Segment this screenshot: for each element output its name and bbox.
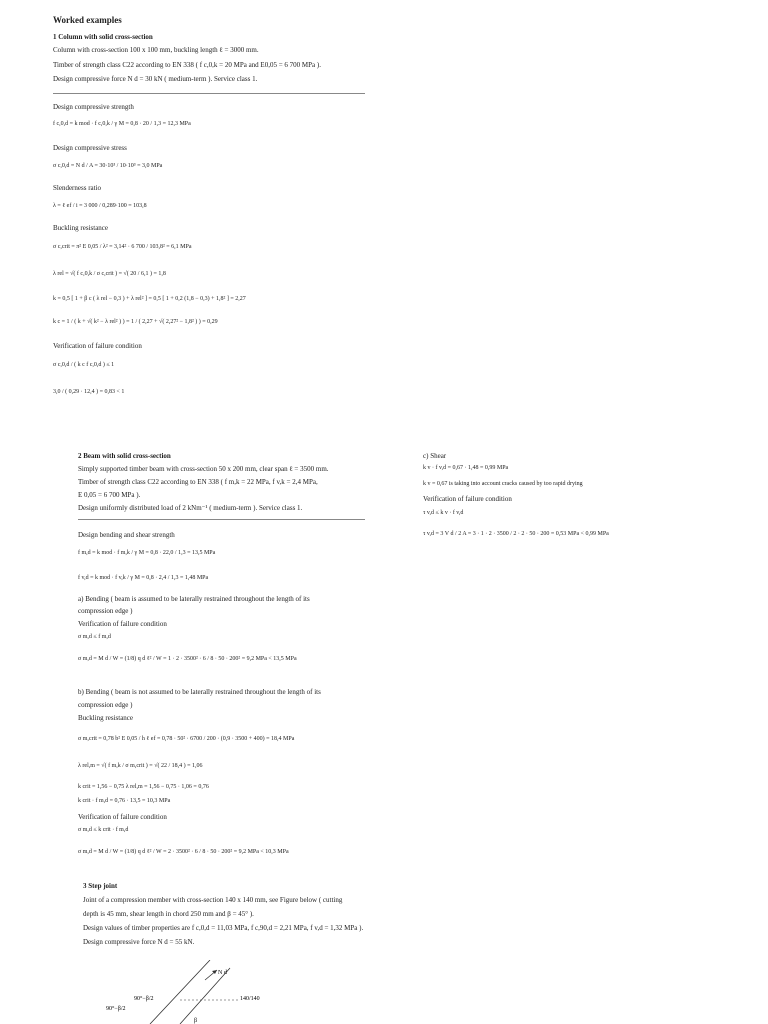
section-2-heading: 2 Beam with solid cross-section xyxy=(78,452,171,460)
s2-eq-bending-strength: f m,d = k mod · f m,k / γ M = 0,8 · 22,0 / 1,3 = 13,5 MPa xyxy=(78,550,216,556)
label-nd: N d xyxy=(218,970,227,976)
section-2-line-4: Design uniformly distributed load of 2 kNm⁻¹ ( medium-term ). Service class 1. xyxy=(78,504,303,512)
s1-eq-check: 3,0 / ( 0,29 · 12,4 ) = 0,83 < 1 xyxy=(53,389,125,395)
s1-stress-label: Design compressive stress xyxy=(53,144,127,152)
s2-eq-condition-b: σ m,d ≤ k crit · f m,d xyxy=(78,827,129,833)
section-1-heading: 1 Column with solid cross-section xyxy=(53,33,153,41)
section-3-line-2: depth is 45 mm, shear length in chord 250 mm and β = 45° ). xyxy=(83,910,254,918)
section-2-line-2: Timber of strength class C22 according to EN 338 ( f m,k = 22 MPa, f v,k = 2,4 MPa, xyxy=(78,478,318,486)
s1-eq-kc: k c = 1 / ( k + √( k² − λ rel² ) ) = 1 / ( 2,27 + √( 2,27² − 1,8² ) ) = 0,29 xyxy=(53,319,218,325)
member-edge-left xyxy=(150,960,210,1024)
s1-strength-label: Design compressive strength xyxy=(53,103,134,111)
label-size: 140/140 xyxy=(240,996,260,1002)
section-2-line-1: Simply supported timber beam with cross-section 50 x 200 mm, clear span ℓ = 3500 mm. xyxy=(78,465,329,473)
s2-eq-check-b: σ m,d = M d / W = (1/8) q d ℓ² / W = 2 · 3500² · 6 / 8 · 50 · 200² = 9,2 MPa < 10,3 MPa xyxy=(78,849,289,855)
s2-eq-check-a: σ m,d = M d / W = (1/8) q d ℓ² / W = 1 · 2 · 3500² · 6 / 8 · 50 · 200² = 9,2 MPa < 13,5 MPa xyxy=(78,656,297,662)
section-3-line-4: Design compressive force N d = 55 kN. xyxy=(83,938,195,946)
s2-eq-kcrit-fmd: k crit · f m,d = 0,76 · 13,5 = 10,3 MPa xyxy=(78,798,171,804)
shear-eq-check: τ v,d = 3 V d / 2 A = 3 · 1 · 2 · 3500 / 2 · 2 · 50 · 200 = 0,53 MPa < 0,99 MPa xyxy=(423,531,609,537)
shear-eq-kv-fvd: k v · f v,d = 0,67 · 1,48 = 0,99 MPa xyxy=(423,465,509,471)
s2-eq-kcrit: k crit = 1,56 − 0,75 λ rel,m = 1,56 − 0,75 · 1,06 = 0,76 xyxy=(78,784,209,790)
s2-eq-shear-strength: f v,d = k mod · f v,k / γ M = 0,8 · 2,4 / 1,3 = 1,48 MPa xyxy=(78,575,209,581)
section-1-line-1: Column with cross-section 100 x 100 mm, buckling length ℓ = 3000 mm. xyxy=(53,46,259,54)
section-1-line-2: Timber of strength class C22 according to EN 338 ( f c,0,k = 20 MPa and E0,05 = 6 700 MPa ). xyxy=(53,61,321,69)
s2-case-a-text-2: compression edge ) xyxy=(78,607,133,615)
section-1-line-3: Design compressive force N d = 30 kN ( medium-term ). Service class 1. xyxy=(53,75,258,83)
s1-buckling-label: Buckling resistance xyxy=(53,224,109,232)
shear-heading: c) Shear xyxy=(423,452,447,460)
section-3-heading: 3 Step joint xyxy=(83,882,118,890)
shear-eq-kv-note: k v = 0,67 is taking into account cracks caused by too rapid drying xyxy=(423,481,583,487)
section-3-line-3: Design values of timber properties are f c,0,d = 11,03 MPa, f c,90,d = 2,21 MPa, f v,d = 1,32 MPa ). xyxy=(83,924,364,932)
s1-slenderness-label: Slenderness ratio xyxy=(53,184,102,192)
section-1-divider xyxy=(53,93,365,94)
section-2-divider xyxy=(78,519,365,520)
s2-eq-critical-bending: σ m,crit = 0,78 b² E 0,05 / h ℓ ef = 0,78 · 50² · 6700 / 200 · (0,9 · 3500 + 400) = 18,4 MPa xyxy=(78,736,295,742)
s2-verification-label-2: Verification of failure condition xyxy=(78,813,167,821)
s1-eq-critical-stress: σ c,crit = π² E 0,05 / λ² = 3,14² · 6 700 / 103,8² = 6,1 MPa xyxy=(53,244,192,250)
section-2-line-3: E 0,05 = 6 700 MPa ). xyxy=(78,491,141,499)
shear-eq-condition: τ v,d ≤ k v · f v,d xyxy=(423,510,464,516)
s2-case-b-text-2: compression edge ) xyxy=(78,701,133,709)
label-angle-2: 90°−β/2 xyxy=(106,1006,126,1012)
s2-verification-label: Verification of failure condition xyxy=(78,620,167,628)
step-joint-figure xyxy=(90,960,270,1024)
section-3-line-1: Joint of a compression member with cross-section 140 x 140 mm, see Figure below ( cutting xyxy=(83,896,343,904)
page-title: Worked examples xyxy=(53,15,122,25)
s1-eq-strength: f c,0,d = k mod · f c,0,k / γ M = 0,8 · 20 / 1,3 = 12,3 MPa xyxy=(53,121,191,127)
s1-eq-k-factor: k = 0,5 [ 1 + β c ( λ rel − 0,3 ) + λ rel² ] = 0,5 [ 1 + 0,2 (1,8 − 0,3) + 1,8² ] = 2,27 xyxy=(53,296,246,302)
s1-eq-condition: σ c,0,d / ( k c f c,0,d ) ≤ 1 xyxy=(53,362,115,368)
s2-eq-condition-a: σ m,d ≤ f m,d xyxy=(78,634,111,640)
s2-buckling-label: Buckling resistance xyxy=(78,714,134,722)
s1-eq-relative-slenderness: λ rel = √( f c,0,k / σ c,crit ) = √( 20 / 6,1 ) = 1,8 xyxy=(53,271,166,277)
s1-eq-stress: σ c,0,d = N d / A = 30·10³ / 10·10³ = 3,0 MPa xyxy=(53,163,163,169)
s2-strength-label: Design bending and shear strength xyxy=(78,531,175,539)
s2-case-a-text: a) Bending ( beam is assumed to be laterally restrained throughout the length of its xyxy=(78,595,310,603)
label-beta: β xyxy=(194,1018,198,1024)
shear-verification-label: Verification of failure condition xyxy=(423,495,512,503)
label-angle-1: 90°−β/2 xyxy=(134,996,154,1002)
s2-eq-relative-slenderness: λ rel,m = √( f m,k / σ m,crit ) = √( 22 / 18,4 ) = 1,06 xyxy=(78,763,203,769)
s1-verification-label: Verification of failure condition xyxy=(53,342,142,350)
member-edge-right xyxy=(180,968,230,1024)
s2-case-b-text: b) Bending ( beam is not assumed to be laterally restrained throughout the length of its xyxy=(78,688,321,696)
s1-eq-slenderness: λ = ℓ ef / i = 3 000 / 0,289·100 = 103,8 xyxy=(53,203,147,209)
